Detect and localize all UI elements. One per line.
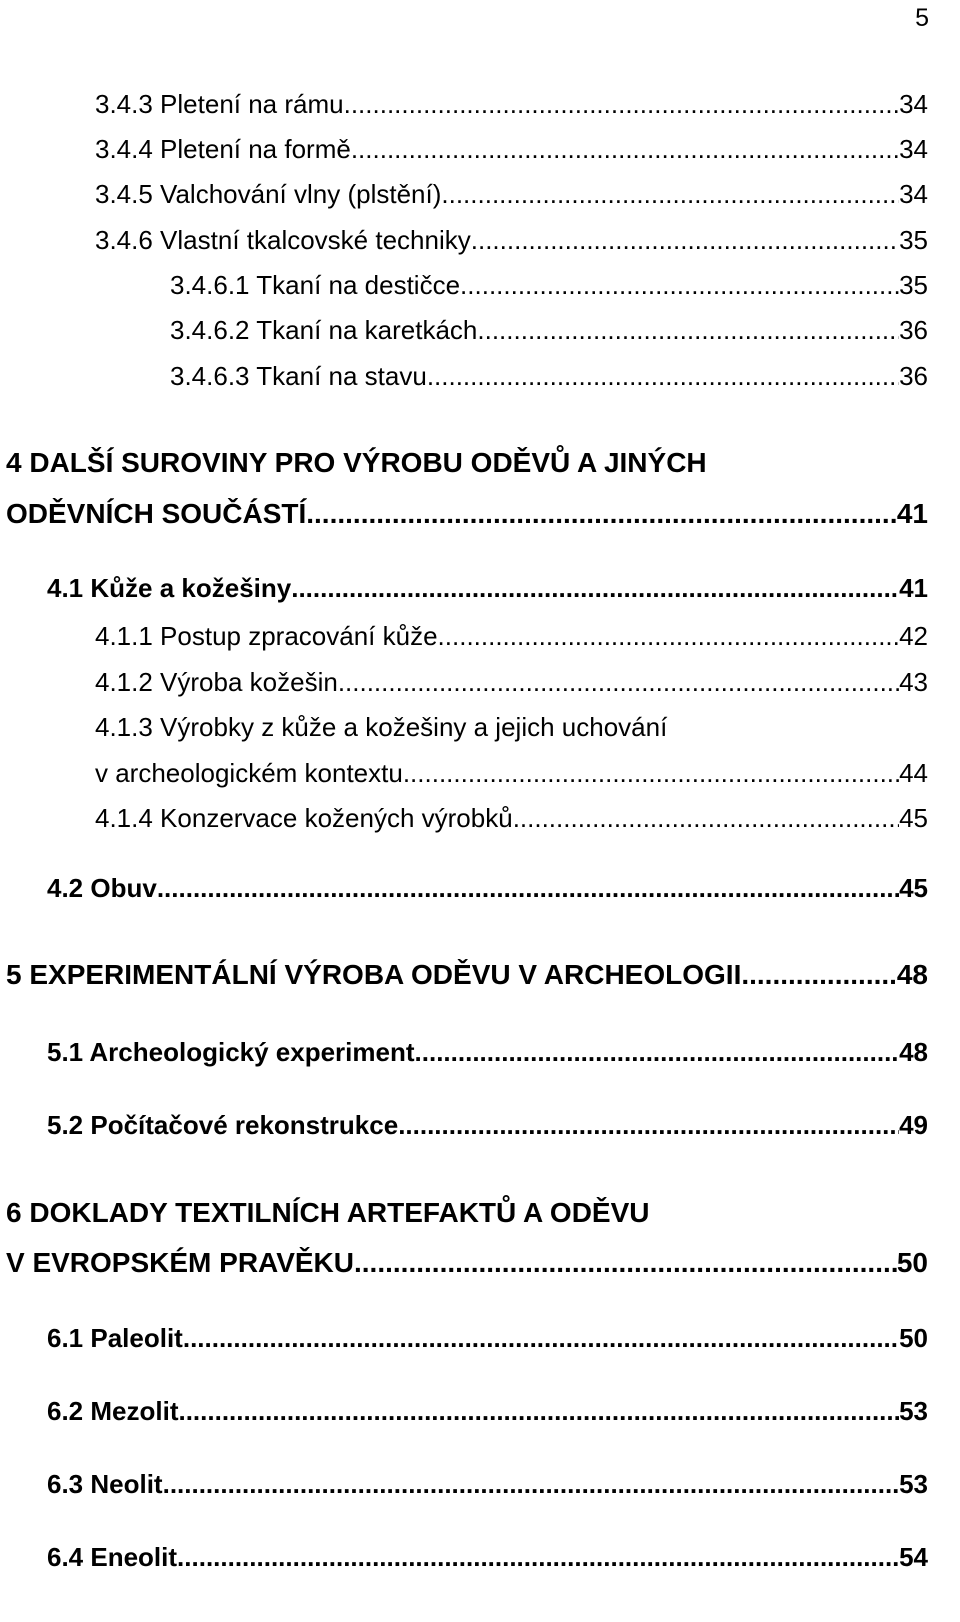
dot-leader [291,570,899,606]
toc-entry-title: ODĚVNÍCH SOUČÁSTÍ [6,498,307,529]
dot-leader [398,1107,899,1143]
dot-leader [427,358,899,394]
toc-entry-page: 42 [899,621,928,651]
toc-entry[interactable] [47,1107,928,1143]
toc-entry[interactable] [47,1320,928,1356]
toc-entry-page: 54 [899,1542,928,1572]
toc-entry-title: 4.2 Obuv [47,873,157,903]
dot-leader [163,1466,899,1502]
toc-entry-page: 49 [899,1110,928,1140]
dot-leader [177,1539,899,1575]
toc-entry[interactable] [95,755,928,791]
dot-leader [477,312,899,348]
toc-entry[interactable] [6,957,928,993]
toc-entry[interactable] [47,870,928,906]
toc-entry-page: 53 [899,1469,928,1499]
dot-leader [344,86,899,122]
toc-entry[interactable] [95,131,928,167]
toc-entry-title: 4.1.1 Postup zpracování kůže [95,621,438,651]
dot-leader [338,664,899,700]
toc-entry-title: 5.1 Archeologický experiment [47,1037,415,1067]
toc-entry-title: 4.1.2 Výroba kožešin [95,667,338,697]
toc-entry-title: 6.1 Paleolit [47,1323,183,1353]
toc-entry-title: 3.4.3 Pletení na rámu [95,89,344,119]
toc-entry-page: 50 [896,1247,928,1278]
dot-leader [183,1320,899,1356]
toc-entry-page: 36 [899,315,928,345]
dot-leader [441,176,899,212]
toc-entry-page: 45 [899,873,928,903]
toc-chapter-heading[interactable]: 4 DALŠÍ SUROVINY PRO VÝROBU ODĚVŮ A JINÝCH [6,447,707,478]
toc-entry-title: 5.2 Počítačové rekonstrukce [47,1110,399,1140]
toc-entry-title: 4.1.4 Konzervace kožených výrobků [95,803,513,833]
toc-entry-title: 3.4.6.3 Tkaní na stavu [170,361,427,391]
toc-entry-page: 45 [899,803,928,833]
dot-leader [741,957,897,993]
toc-entry-title: 4.1 Kůže a kožešiny [47,573,292,603]
toc-entry[interactable] [95,664,928,700]
toc-entry[interactable] [47,570,928,606]
toc-entry-title: 3.4.6.2 Tkaní na karetkách [170,315,478,345]
toc-entry-page: 34 [899,134,928,164]
toc-entry-title: 6.3 Neolit [47,1469,163,1499]
toc-entry-title: v archeologickém kontextu [95,758,403,788]
dot-leader [403,755,899,791]
toc-entry[interactable] [95,800,928,836]
toc-entry-page: 34 [899,89,928,119]
page-number: 5 [915,4,929,32]
toc-entry[interactable] [95,222,928,258]
toc-entry[interactable] [170,267,928,303]
dot-leader [306,496,897,532]
toc-entry-page: 41 [899,573,928,603]
dot-leader [438,618,900,654]
toc-entry-page: 43 [899,667,928,697]
toc-entry-page: 36 [899,361,928,391]
toc-entry[interactable] [95,618,928,654]
toc-entry-title: 3.4.5 Valchování vlny (plstění) [95,179,442,209]
dot-leader [178,1393,899,1429]
toc-entry-page: 44 [899,758,928,788]
toc-entry[interactable] [47,1393,928,1429]
toc-entry[interactable] [95,176,928,212]
dot-leader [471,222,899,258]
toc-entry-page: 35 [899,225,928,255]
toc-entry[interactable] [47,1466,928,1502]
toc-entry-page: 48 [896,959,928,990]
toc-entry[interactable] [47,1539,928,1575]
toc-entry-title: 3.4.6.1 Tkaní na destičce [170,270,461,300]
toc-chapter-heading[interactable]: 6 DOKLADY TEXTILNÍCH ARTEFAKTŮ A ODĚVU [6,1197,650,1228]
toc-entry-title: V EVROPSKÉM PRAVĚKU [6,1247,354,1278]
toc-entry-title: 6.2 Mezolit [47,1396,179,1426]
toc-entry[interactable] [170,358,928,394]
dot-leader [460,267,899,303]
dot-leader [354,1245,897,1281]
toc-entry[interactable] [6,496,928,532]
toc-entry-title: 3.4.6 Vlastní tkalcovské techniky [95,225,471,255]
toc-entry[interactable] [6,1245,928,1281]
dot-leader [351,131,899,167]
toc-entry-page: 34 [899,179,928,209]
toc-entry-page: 41 [896,498,928,529]
toc-entry-title: 3.4.4 Pletení na formě [95,134,351,164]
toc-entry-page: 53 [899,1396,928,1426]
toc-entry-title[interactable]: 4.1.3 Výrobky z kůže a kožešiny a jejich uchování [95,712,668,742]
toc-entry-page: 35 [899,270,928,300]
toc-entry-title: 6.4 Eneolit [47,1542,178,1572]
toc-entry-page: 50 [899,1323,928,1353]
dot-leader [157,870,899,906]
toc-entry-title: 5 EXPERIMENTÁLNÍ VÝROBA ODĚVU V ARCHEOLOGII [6,959,742,990]
toc-entry[interactable] [47,1034,928,1070]
toc-entry-page: 48 [899,1037,928,1067]
toc-entry[interactable] [170,312,928,348]
toc-entry[interactable] [95,86,928,122]
dot-leader [415,1034,900,1070]
dot-leader [513,800,899,836]
